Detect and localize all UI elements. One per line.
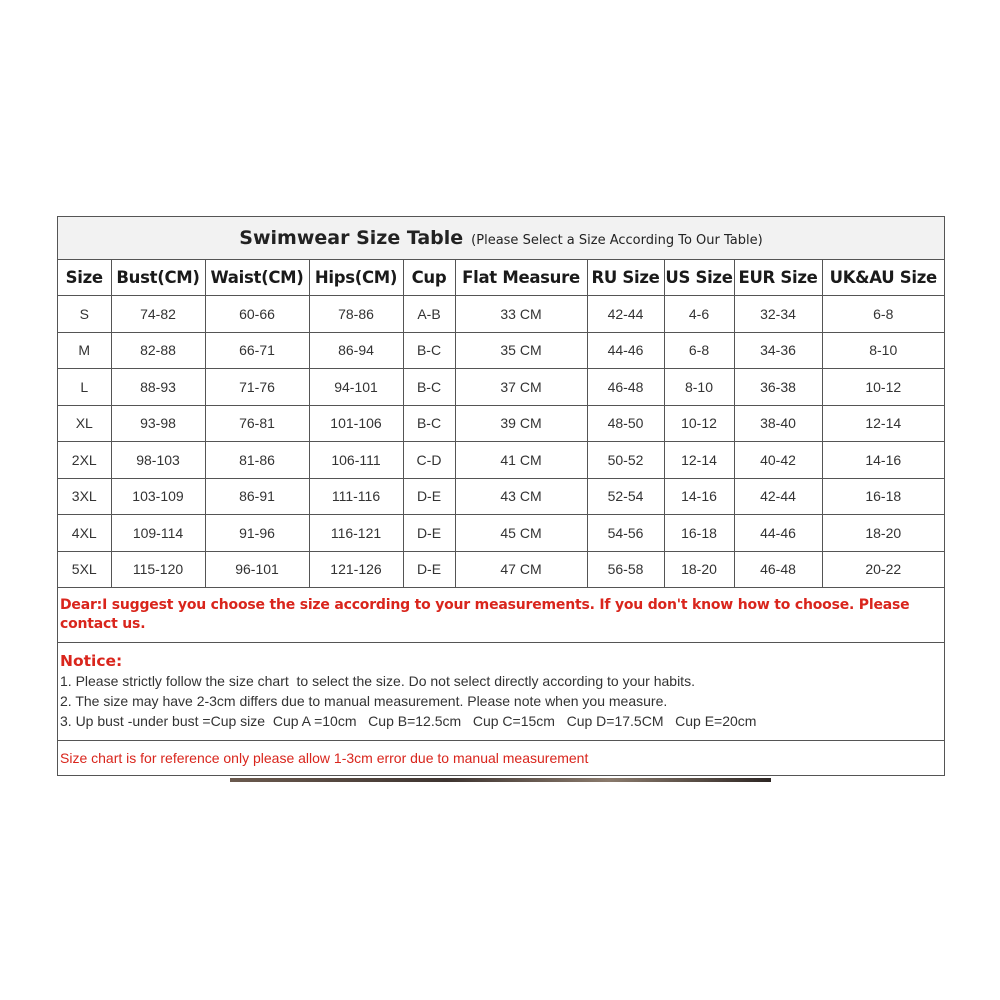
cell-us-size: 12-14 [664, 442, 734, 479]
header-cup: Cup [403, 260, 455, 296]
cell-flat-measure: 33 CM [455, 296, 587, 333]
cell-size: 2XL [58, 442, 111, 479]
table-row [58, 405, 944, 442]
size-chart [57, 216, 945, 776]
cell-ru-size: 56-58 [587, 551, 664, 588]
table-row [58, 332, 944, 369]
table-row [58, 369, 944, 406]
cell-size: S [58, 296, 111, 333]
cell-uk-au-size: 16-18 [822, 478, 944, 515]
cell-uk-au-size: 10-12 [822, 369, 944, 406]
cell-uk-au-size: 20-22 [822, 551, 944, 588]
cell-flat-measure: 45 CM [455, 515, 587, 552]
cell-eur-size: 32-34 [734, 296, 822, 333]
cell-waist: 86-91 [205, 478, 309, 515]
cell-hips: 106-111 [309, 442, 403, 479]
header-bust: Bust(CM) [111, 260, 205, 296]
cell-cup: D-E [403, 551, 455, 588]
cell-size: 5XL [58, 551, 111, 588]
cell-bust: 88-93 [111, 369, 205, 406]
cell-cup: A-B [403, 296, 455, 333]
cell-flat-measure: 35 CM [455, 332, 587, 369]
cell-cup: B-C [403, 405, 455, 442]
cell-ru-size: 44-46 [587, 332, 664, 369]
cell-hips: 121-126 [309, 551, 403, 588]
cell-ru-size: 48-50 [587, 405, 664, 442]
cell-cup: B-C [403, 369, 455, 406]
cell-size: M [58, 332, 111, 369]
cell-uk-au-size: 18-20 [822, 515, 944, 552]
notice-line-2: 2. The size may have 2-3cm differs due to manual measurement. Please note when you measure. [60, 693, 668, 709]
table-row [58, 515, 944, 552]
cell-eur-size: 36-38 [734, 369, 822, 406]
cell-us-size: 8-10 [664, 369, 734, 406]
cell-hips: 116-121 [309, 515, 403, 552]
cell-flat-measure: 39 CM [455, 405, 587, 442]
notice-line-3: 3. Up bust -under bust =Cup size Cup A =10cm Cup B=12.5cm Cup C=15cm Cup D=17.5CM Cup E=20cm [60, 713, 757, 729]
cell-ru-size: 54-56 [587, 515, 664, 552]
cell-bust: 103-109 [111, 478, 205, 515]
cell-flat-measure: 37 CM [455, 369, 587, 406]
dear-message: Dear:I suggest you choose the size according to your measurements. If you don't know how to choose. Please contact us. [58, 588, 944, 643]
cell-eur-size: 42-44 [734, 478, 822, 515]
cell-uk-au-size: 14-16 [822, 442, 944, 479]
header-hips: Hips(CM) [309, 260, 403, 296]
title-bar [58, 217, 944, 260]
cell-ru-size: 50-52 [587, 442, 664, 479]
cell-eur-size: 44-46 [734, 515, 822, 552]
cell-size: L [58, 369, 111, 406]
header-us-size: US Size [664, 260, 734, 296]
header-uk-au-size: UK&AU Size [822, 260, 944, 296]
cell-eur-size: 46-48 [734, 551, 822, 588]
cell-cup: C-D [403, 442, 455, 479]
cell-ru-size: 42-44 [587, 296, 664, 333]
cell-cup: D-E [403, 478, 455, 515]
table-body [58, 296, 944, 588]
cell-bust: 115-120 [111, 551, 205, 588]
cell-waist: 60-66 [205, 296, 309, 333]
cell-waist: 81-86 [205, 442, 309, 479]
cell-bust: 98-103 [111, 442, 205, 479]
cell-hips: 101-106 [309, 405, 403, 442]
cell-bust: 82-88 [111, 332, 205, 369]
cell-uk-au-size: 8-10 [822, 332, 944, 369]
cell-waist: 66-71 [205, 332, 309, 369]
cell-ru-size: 52-54 [587, 478, 664, 515]
product-photo-edge [230, 778, 771, 782]
cell-size: 3XL [58, 478, 111, 515]
reference-note: Size chart is for reference only please allow 1-3cm error due to manual measurement [60, 750, 589, 766]
cell-cup: D-E [403, 515, 455, 552]
notice-title: Notice: [60, 652, 123, 670]
table-row [58, 442, 944, 479]
cell-flat-measure: 43 CM [455, 478, 587, 515]
cell-bust: 93-98 [111, 405, 205, 442]
header-ru-size: RU Size [587, 260, 664, 296]
cell-waist: 91-96 [205, 515, 309, 552]
cell-size: 4XL [58, 515, 111, 552]
cell-waist: 76-81 [205, 405, 309, 442]
cell-ru-size: 46-48 [587, 369, 664, 406]
cell-flat-measure: 47 CM [455, 551, 587, 588]
cell-flat-measure: 41 CM [455, 442, 587, 479]
cell-hips: 78-86 [309, 296, 403, 333]
cell-waist: 96-101 [205, 551, 309, 588]
cell-bust: 74-82 [111, 296, 205, 333]
cell-uk-au-size: 6-8 [822, 296, 944, 333]
header-size: Size [58, 260, 111, 296]
header-flat-measure: Flat Measure [455, 260, 587, 296]
notice-line-1: 1. Please strictly follow the size chart to select the size. Do not select directly according to your habits. [60, 673, 695, 689]
cell-hips: 86-94 [309, 332, 403, 369]
table-row [58, 551, 944, 588]
table-subtitle: (Please Select a Size According To Our Table) [471, 232, 763, 248]
cell-bust: 109-114 [111, 515, 205, 552]
cell-waist: 71-76 [205, 369, 309, 406]
cell-size: XL [58, 405, 111, 442]
cell-us-size: 14-16 [664, 478, 734, 515]
cell-us-size: 10-12 [664, 405, 734, 442]
cell-us-size: 18-20 [664, 551, 734, 588]
notice-section [58, 643, 944, 741]
cell-eur-size: 38-40 [734, 405, 822, 442]
header-waist: Waist(CM) [205, 260, 309, 296]
cell-uk-au-size: 12-14 [822, 405, 944, 442]
cell-us-size: 6-8 [664, 332, 734, 369]
cell-hips: 94-101 [309, 369, 403, 406]
cell-us-size: 4-6 [664, 296, 734, 333]
cell-eur-size: 40-42 [734, 442, 822, 479]
table-row [58, 478, 944, 515]
table-title: Swimwear Size Table [239, 227, 464, 249]
header-row [58, 260, 944, 296]
cell-eur-size: 34-36 [734, 332, 822, 369]
cell-hips: 111-116 [309, 478, 403, 515]
size-table [58, 260, 944, 588]
table-row [58, 296, 944, 333]
cell-cup: B-C [403, 332, 455, 369]
header-eur-size: EUR Size [734, 260, 822, 296]
cell-us-size: 16-18 [664, 515, 734, 552]
